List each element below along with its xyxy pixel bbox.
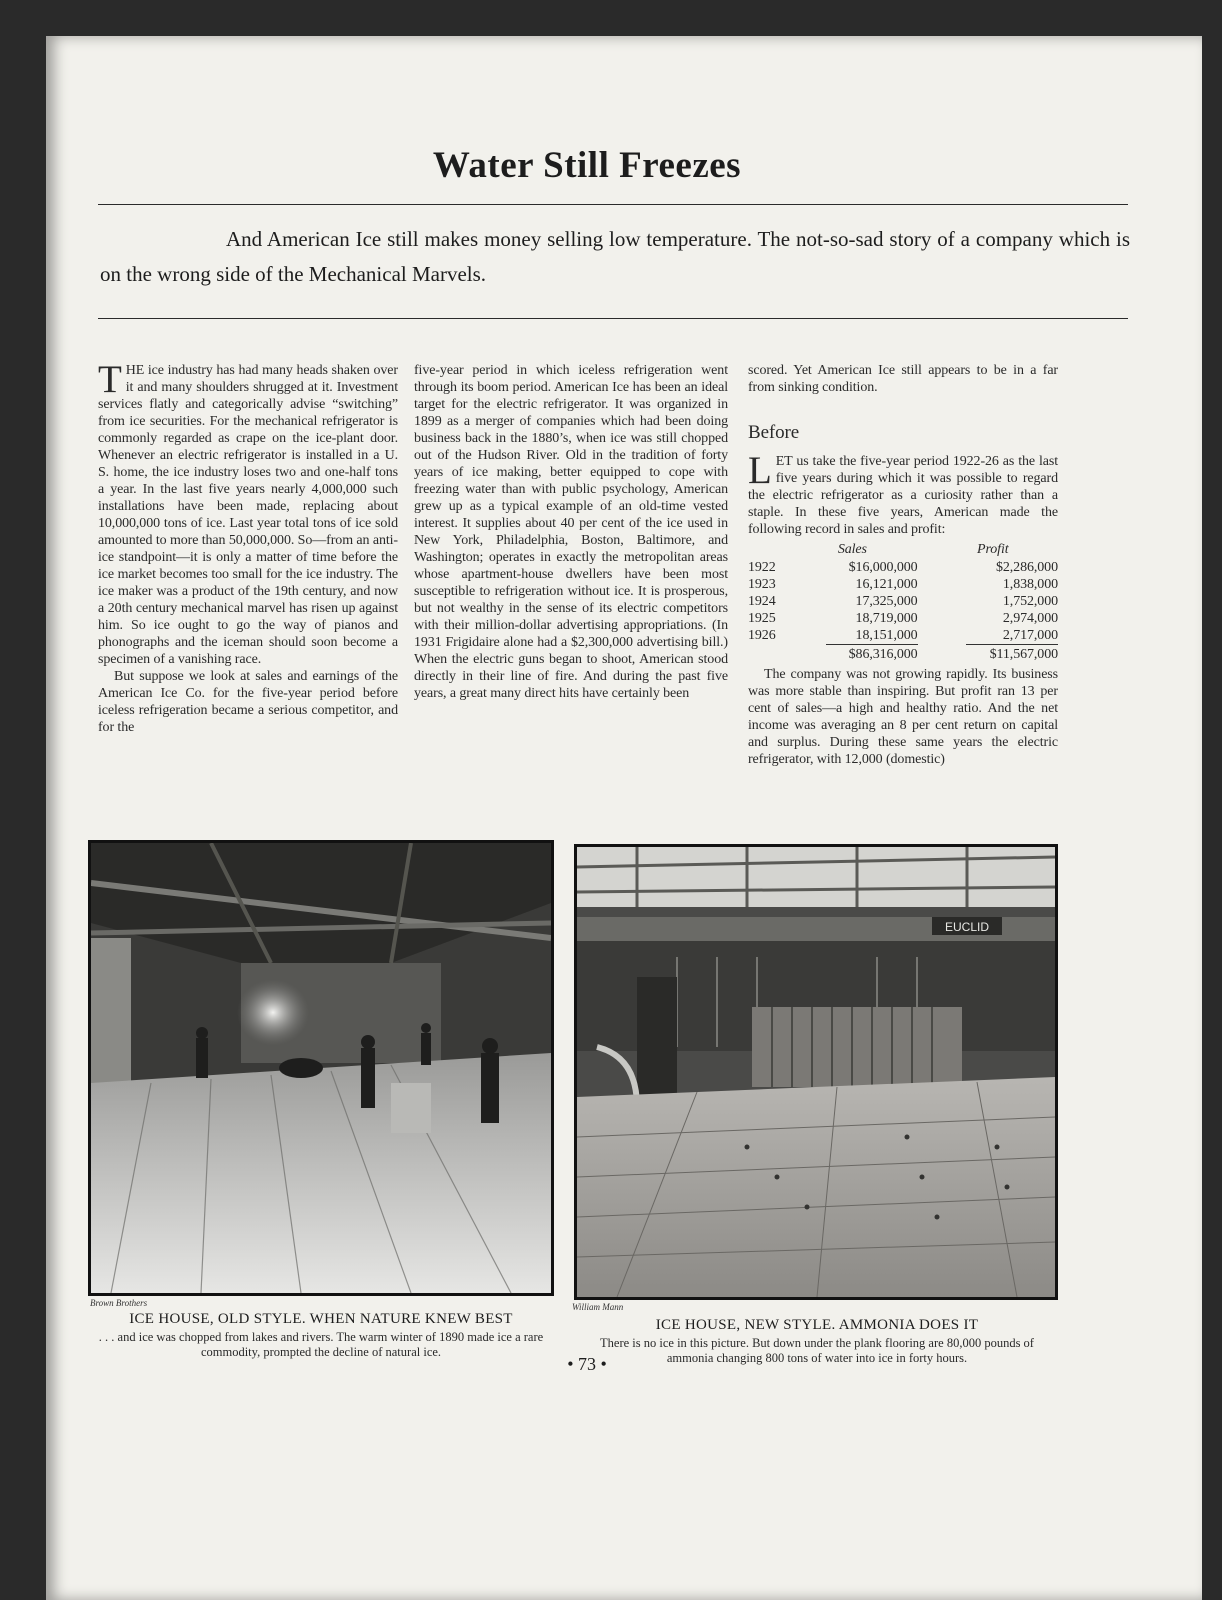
new-ice-house-image bbox=[577, 847, 1055, 1297]
text-column-3 bbox=[748, 362, 1058, 768]
photo-new-ice-house bbox=[574, 844, 1058, 1300]
magazine-page bbox=[46, 36, 1202, 1600]
old-ice-house-image bbox=[91, 843, 551, 1293]
caption-title-right: ICE HOUSE, NEW STYLE. AMMONIA DOES IT bbox=[655, 1317, 979, 1333]
table-row: 1925 18,719,000 2,974,000 bbox=[748, 611, 1058, 626]
column-3-paragraph-2: LET us take the five-year period 1922-26 as the last five years during which it was possible to regard the electric refrigerator as a curiosity rather than a staple. In these five years, American made the following record in sales and profit: bbox=[748, 449, 1058, 537]
table-row: 1926 18,151,000 2,717,000 bbox=[748, 628, 1058, 643]
table-total-row: $86,316,000 $11,567,000 bbox=[748, 644, 1058, 663]
column-2-paragraph-1: five-year period in which iceless refrigeration went through its boom period. American Ice has been an ideal target for the electric refrigerator. It was organized in 1899 as a merger of companies which had been doing business back in the 1880’s, when ice was still chopped out of the Hudson River. Old in the tradition of forty years of ice making, better equipped to cope with freezing water than with public psychology, American grew up as a typical example of an old-time vested interest. It supplies about 40 per cent of the ice used in New York, Philadelphia, Boston, Baltimore, and Washington; operates in exactly the metropolitan areas whose apartment-house dwellers have been most susceptible to refrigeration without ice. It is prosperous, but not wealthy in the sense of its electric competitors with their million-dollar advertising appropriations. (In 1931 Frigidaire alone had a $2,300,000 advertising bill.) When the electric guns began to shoot, American stood directly in their line of fire. And during the past five years, a great many direct hits have certainly been bbox=[414, 363, 728, 701]
article-title: Water Still Freezes bbox=[432, 145, 742, 186]
table-row: 1924 17,325,000 1,752,000 bbox=[748, 594, 1058, 609]
table-row: 1922 $16,000,000 $2,286,000 bbox=[748, 560, 1058, 575]
photo-old-ice-house bbox=[88, 840, 554, 1296]
column-3-paragraph-3: The company was not growing rapidly. Its business was more stable than inspiring. But profit ran 13 per cent of sales—a high and healthy ratio. And the net income was averaging an 8 per cent return on capital and surplus. During these same years the electric refrigerator, with 12,000 (domestic) bbox=[748, 667, 1058, 767]
caption-body-right: There is no ice in this picture. But down under the plank flooring are 80,000 pounds of ammonia changing 800 tons of water into ice in forty hours. bbox=[600, 1336, 1034, 1365]
photo-credit-left: Brown Brothers bbox=[90, 1298, 148, 1308]
column-3-paragraph-1: scored. Yet American Ice still appears to be in a far from sinking condition. bbox=[748, 363, 1058, 395]
drop-cap-l: L bbox=[748, 449, 772, 492]
caption-title-left: ICE HOUSE, OLD STYLE. WHEN NATURE KNEW BEST bbox=[129, 1311, 513, 1327]
caption-body-left: . . . and ice was chopped from lakes and rivers. The warm winter of 1890 made ice a rare commodity, prompted the decline of natural ice. bbox=[98, 1330, 544, 1359]
sales-profit-table bbox=[748, 540, 1058, 663]
table-header-year bbox=[748, 540, 787, 559]
column-1-paragraph-1: THE ice industry has had many heads shaken over it and many shoulders shrugged at it. Investment services flatly and categorically advise “switching” from ice securities. For the mechanical refrigerator is commonly regarded as crape on the ice-plant door. Whenever an electric refrigerator is installed in a U. S. home, the ice industry loses two and one-half tons a year. In the last five years nearly 4,000,000 such installations have been made, replacing about 10,000,000 tons of ice. Last year total tons of ice sold amounted to more than 50,000,000. So—from an anti-ice standpoint—it is only a matter of time before the ice market becomes too small for the ice industry. The ice maker was a product of the 19th century, and now a 20th century mechanical marvel has risen up against him. So ice ought to go the way of pianos and phonographs and the iceman should soon become a specimen of a vanishing race. bbox=[98, 358, 398, 667]
text-column-1 bbox=[98, 358, 398, 736]
section-heading-before: Before bbox=[748, 422, 800, 443]
article-subtitle: And American Ice still makes money selling low temperature. The not-so-sad story of a company which is on the wrong side of the Mechanical Marvels. bbox=[100, 227, 1130, 286]
text-column-2 bbox=[414, 362, 728, 702]
table-header-profit: Profit bbox=[977, 542, 1009, 557]
title-rule-top bbox=[98, 204, 1128, 205]
subtitle-rule-bottom bbox=[98, 318, 1128, 319]
table-header-sales: Sales bbox=[837, 542, 867, 557]
table-row: 1923 16,121,000 1,838,000 bbox=[748, 577, 1058, 592]
photo-credit-right: William Mann bbox=[572, 1302, 624, 1312]
column-1-paragraph-2: But suppose we look at sales and earnings of the American Ice Co. for the five-year period before iceless refrigeration became a serious competitor, and for the bbox=[98, 669, 398, 735]
page-number: • 73 • bbox=[567, 1354, 607, 1374]
drop-cap-t: T bbox=[98, 358, 122, 401]
euclid-sign: EUCLID bbox=[944, 920, 990, 934]
